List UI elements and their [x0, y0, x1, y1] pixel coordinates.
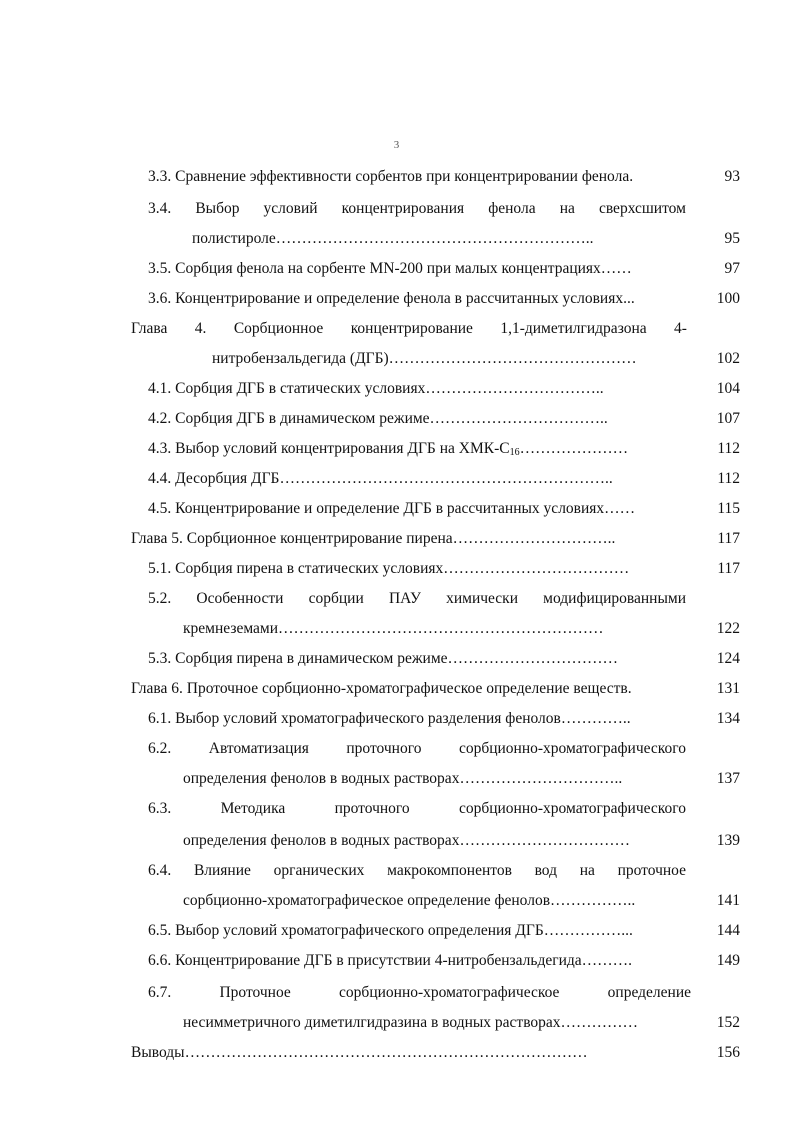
toc-page-ch6: 131: [716, 680, 740, 697]
toc-entry-6-1: 6.1. Выбор условий хроматографического разделения фенолов…………..: [148, 710, 631, 727]
toc-chapter-4: [131, 320, 687, 338]
toc-entry-6-4: [148, 862, 686, 880]
toc-word: проточного: [334, 800, 410, 817]
toc-word: сорбции: [308, 590, 364, 607]
toc-leader: …………………: [519, 440, 629, 457]
toc-word: сорбционно-хроматографического: [458, 800, 686, 817]
toc-word: органических: [273, 862, 365, 879]
toc-page-3-3: 93: [724, 168, 740, 185]
toc-word: химически: [446, 590, 519, 607]
toc-entry-5-3: 5.3. Сорбция пирена в динамическом режиме……………………………: [148, 650, 619, 667]
toc-entry-4-4: 4.4. Десорбция ДГБ………………………………………………………..: [148, 470, 613, 487]
toc-word: 6.3.: [148, 800, 172, 817]
toc-word: Методика: [220, 800, 286, 817]
toc-entry-4-1: 4.1. Сорбция ДГБ в статических условиях……………………………..: [148, 380, 604, 397]
toc-entry-6-2: [148, 740, 686, 758]
toc-page-6-3: 139: [716, 832, 740, 849]
toc-page-6-5: 144: [716, 922, 740, 939]
toc-entry-4-5: 4.5. Концентрирование и определение ДГБ в рассчитанных условиях……: [148, 500, 636, 517]
toc-entry-3-6: 3.6. Концентрирование и определение фенола в рассчитанных условиях...: [148, 290, 635, 307]
toc-page-4-5: 115: [717, 500, 740, 517]
toc-entry-6-7-cont: несимметричного диметилгидразина в водных растворах……………: [183, 1014, 639, 1031]
toc-page-4-4: 112: [717, 470, 740, 487]
toc-word: ПАУ: [388, 590, 421, 607]
toc-page-5-3: 124: [716, 650, 740, 667]
toc-word: Выбор: [195, 200, 240, 217]
toc-entry-3-5: 3.5. Сорбция фенола на сорбенте MN-200 при малых концентрациях……: [148, 260, 632, 277]
toc-page-ch5: 117: [717, 530, 740, 547]
toc-page-3-4: 95: [724, 230, 740, 247]
toc-word: проточное: [617, 862, 686, 879]
toc-word: Глава: [131, 320, 168, 337]
toc-word: сорбционно-хроматографического: [458, 740, 686, 757]
toc-page-ch4: 102: [716, 350, 740, 367]
toc-chapter-4-cont: нитробензальдегида (ДГБ)…………………………………………: [212, 350, 637, 367]
toc-word: 4.: [194, 320, 207, 337]
toc-word: определение: [607, 984, 691, 1001]
toc-entry-5-2: [148, 590, 686, 608]
toc-word: вод: [534, 862, 557, 879]
toc-entry-6-2-cont: определения фенолов в водных растворах…………………………..: [183, 770, 623, 787]
toc-word: модифицированными: [543, 590, 686, 607]
toc-word: Влияние: [193, 862, 251, 879]
toc-entry-5-2-cont: кремнеземами………………………………………………………: [183, 620, 604, 637]
toc-word: Сорбционное: [233, 320, 324, 337]
toc-word: 5.2.: [148, 590, 172, 607]
toc-page-5-2: 122: [716, 620, 740, 637]
toc-entry-3-4-cont: полистироле……………………………………………………..: [192, 230, 594, 247]
toc-page-6-4: 141: [716, 892, 740, 909]
toc-word: сверхсшитом: [598, 200, 686, 217]
toc-page-3-5: 97: [724, 260, 740, 277]
toc-word: на: [579, 862, 595, 879]
toc-page-6-2: 137: [716, 770, 740, 787]
toc-conclusions: Выводы……………………………………………………………………: [131, 1044, 588, 1061]
toc-entry-3-3: 3.3. Сравнение эффективности сорбентов при концентрировании фенола.: [148, 168, 634, 185]
toc-page-4-1: 104: [716, 380, 740, 397]
toc-word: Автоматизация: [208, 740, 309, 757]
toc-word: 4-: [674, 320, 687, 337]
toc-entry-5-1: 5.1. Сорбция пирена в статических условиях………………………………: [148, 560, 630, 577]
toc-entry-6-3: [148, 800, 686, 818]
toc-word: проточного: [346, 740, 422, 757]
toc-word: концентрирование: [350, 320, 473, 337]
toc-entry-6-4-cont: сорбционно-хроматографическое определение фенолов……………..: [183, 892, 636, 909]
toc-page-6-7: 152: [716, 1014, 740, 1031]
toc-word: макрокомпонентов: [387, 862, 512, 879]
toc-word: фенола: [488, 200, 536, 217]
toc-subscript: 16: [509, 447, 520, 458]
toc-word: 6.7.: [148, 984, 172, 1001]
toc-word: Проточное: [219, 984, 291, 1001]
toc-word: концентрирования: [341, 200, 465, 217]
toc-entry-4-3: [148, 440, 628, 458]
toc-word: на: [559, 200, 575, 217]
toc-entry-3-4: [148, 200, 686, 218]
toc-entry-6-3-cont: определения фенолов в водных растворах……………………………: [183, 832, 630, 849]
toc-word: 3.4.: [148, 200, 172, 217]
toc-chapter-5: Глава 5. Сорбционное концентрирование пирена…………………………..: [131, 530, 616, 547]
toc-entry-6-7: [148, 984, 691, 1002]
toc-entry-4-2: 4.2. Сорбция ДГБ в динамическом режиме……………………………..: [148, 410, 608, 427]
toc-page-6-1: 134: [716, 710, 740, 727]
toc-word: 6.2.: [148, 740, 172, 757]
page-number: 3: [393, 139, 400, 151]
toc-word: сорбционно-хроматографическое: [339, 984, 560, 1001]
toc-word: Особенности: [196, 590, 284, 607]
toc-page-4-2: 107: [716, 410, 740, 427]
toc-word: условий: [263, 200, 318, 217]
toc-entry-6-5: 6.5. Выбор условий хроматографического определения ДГБ……………...: [148, 922, 633, 939]
toc-page-5-1: 117: [717, 560, 740, 577]
toc-page-4-3: 112: [717, 440, 740, 457]
toc-text: 4.3. Выбор условий концентрирования ДГБ на ХМК-С: [148, 440, 510, 457]
toc-entry-6-6: 6.6. Концентрирование ДГБ в присутствии 4-нитробензальдегида……….: [148, 952, 633, 969]
toc-chapter-6: Глава 6. Проточное сорбционно-хроматографическое определение веществ.: [131, 680, 632, 697]
toc-page-6-6: 149: [716, 952, 740, 969]
toc-word: 1,1-диметилгидразона: [500, 320, 647, 337]
toc-page-3-6: 100: [716, 290, 740, 307]
toc-word: 6.4.: [148, 862, 172, 879]
toc-page-conclusions: 156: [716, 1044, 740, 1061]
